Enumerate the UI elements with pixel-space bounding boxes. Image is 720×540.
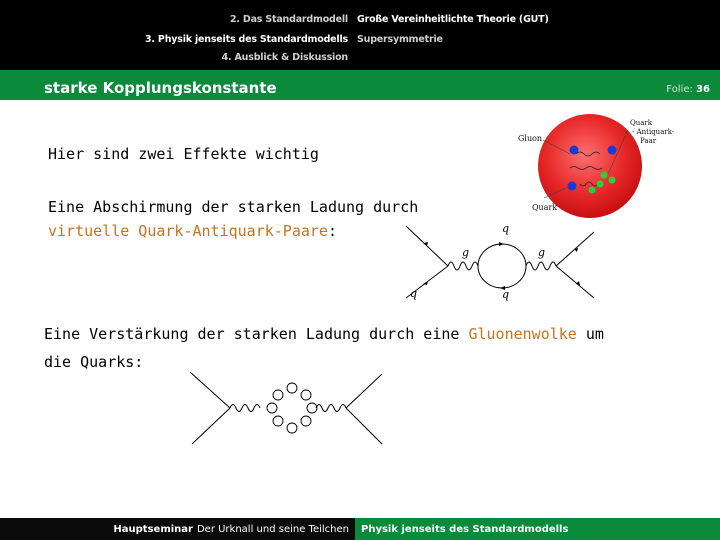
label-g-right: g	[538, 246, 546, 259]
nav-subsection-gut[interactable]: Große Vereinheitlichte Theorie (GUT)	[357, 14, 549, 25]
footer-seminar-title: Der Urknall und seine Teilchen	[196, 523, 349, 535]
quark-dot-2	[608, 146, 617, 155]
footer	[0, 518, 720, 540]
footer-seminar-label: Hauptseminar	[113, 523, 193, 535]
footer-right	[355, 518, 720, 540]
incoming-line-top	[190, 372, 230, 408]
quark-dot-1	[570, 146, 579, 155]
quark-cloud-figure	[508, 110, 708, 220]
heading-text: Hier sind zwei Effekte wichtig	[48, 145, 319, 163]
outgoing-line-bottom	[556, 266, 594, 298]
effect1-line2	[48, 222, 337, 240]
pair-label-1: Quark	[630, 119, 653, 127]
feynman-quark-loop	[398, 218, 598, 308]
effect2-line2: die Quarks:	[44, 353, 144, 371]
nav-subsection-supersymmetrie[interactable]: Supersymmetrie	[357, 34, 443, 45]
outgoing-line-bottom	[346, 408, 382, 444]
slide-number	[666, 84, 710, 95]
gluon-propagator-left	[448, 262, 478, 270]
antiquark-dot-4	[589, 187, 596, 194]
antiquark-dot-1	[601, 172, 608, 179]
gluon-loop	[267, 383, 317, 433]
antiquark-dot-2	[609, 177, 616, 184]
label-q-bottom-right: q	[502, 288, 510, 301]
label-q-top: q	[502, 222, 510, 235]
effect1-text: Eine Abschirmung der starken Ladung durch	[48, 198, 419, 216]
label-q-bottom-left: q	[410, 287, 418, 300]
gluon-propagator-right	[316, 405, 346, 412]
effect2-prefix: Eine Verstärkung der starken Ladung durch eine	[44, 325, 469, 343]
incoming-line-bottom	[192, 408, 230, 444]
effect2-suffix: um	[576, 325, 604, 343]
effect2-text	[44, 325, 604, 343]
footer-left	[0, 518, 355, 540]
gluon-label: Gluon	[518, 134, 543, 143]
nav-section-ausblick[interactable]: 4. Ausblick & Diskussion	[221, 52, 348, 63]
pair-label-3: Paar	[640, 137, 657, 145]
footer-section-title: Physik jenseits des Standardmodells	[361, 523, 569, 535]
arrow-icon	[499, 242, 504, 246]
slide-number-label: Folie:	[666, 84, 693, 95]
antiquark-dot-3	[597, 181, 604, 188]
gluon-propagator-left	[230, 405, 260, 412]
gluon-propagator-right	[526, 262, 556, 270]
highlight-quark-pairs: virtuelle Quark-Antiquark-Paare	[48, 222, 328, 240]
quark-loop	[478, 244, 526, 288]
pair-label-2: - Antiquark-	[632, 128, 675, 136]
nav-section-standardmodell[interactable]: 2. Das Standardmodell	[229, 14, 348, 25]
frame-title: starke Kopplungskonstante	[44, 79, 277, 97]
effect1-suffix: :	[327, 222, 337, 240]
header-navigation	[0, 0, 720, 70]
slide-number-value: 36	[696, 84, 710, 95]
quark-dot-3	[568, 182, 577, 191]
nav-section-jenseits[interactable]: 3. Physik jenseits des Standardmodells	[145, 34, 348, 45]
label-g-left: g	[462, 246, 470, 259]
feynman-gluon-loop	[186, 368, 386, 448]
highlight-gluon-cloud: Gluonenwolke	[468, 325, 577, 343]
quark-label: Quark	[532, 203, 558, 212]
outgoing-line-top	[346, 374, 382, 408]
